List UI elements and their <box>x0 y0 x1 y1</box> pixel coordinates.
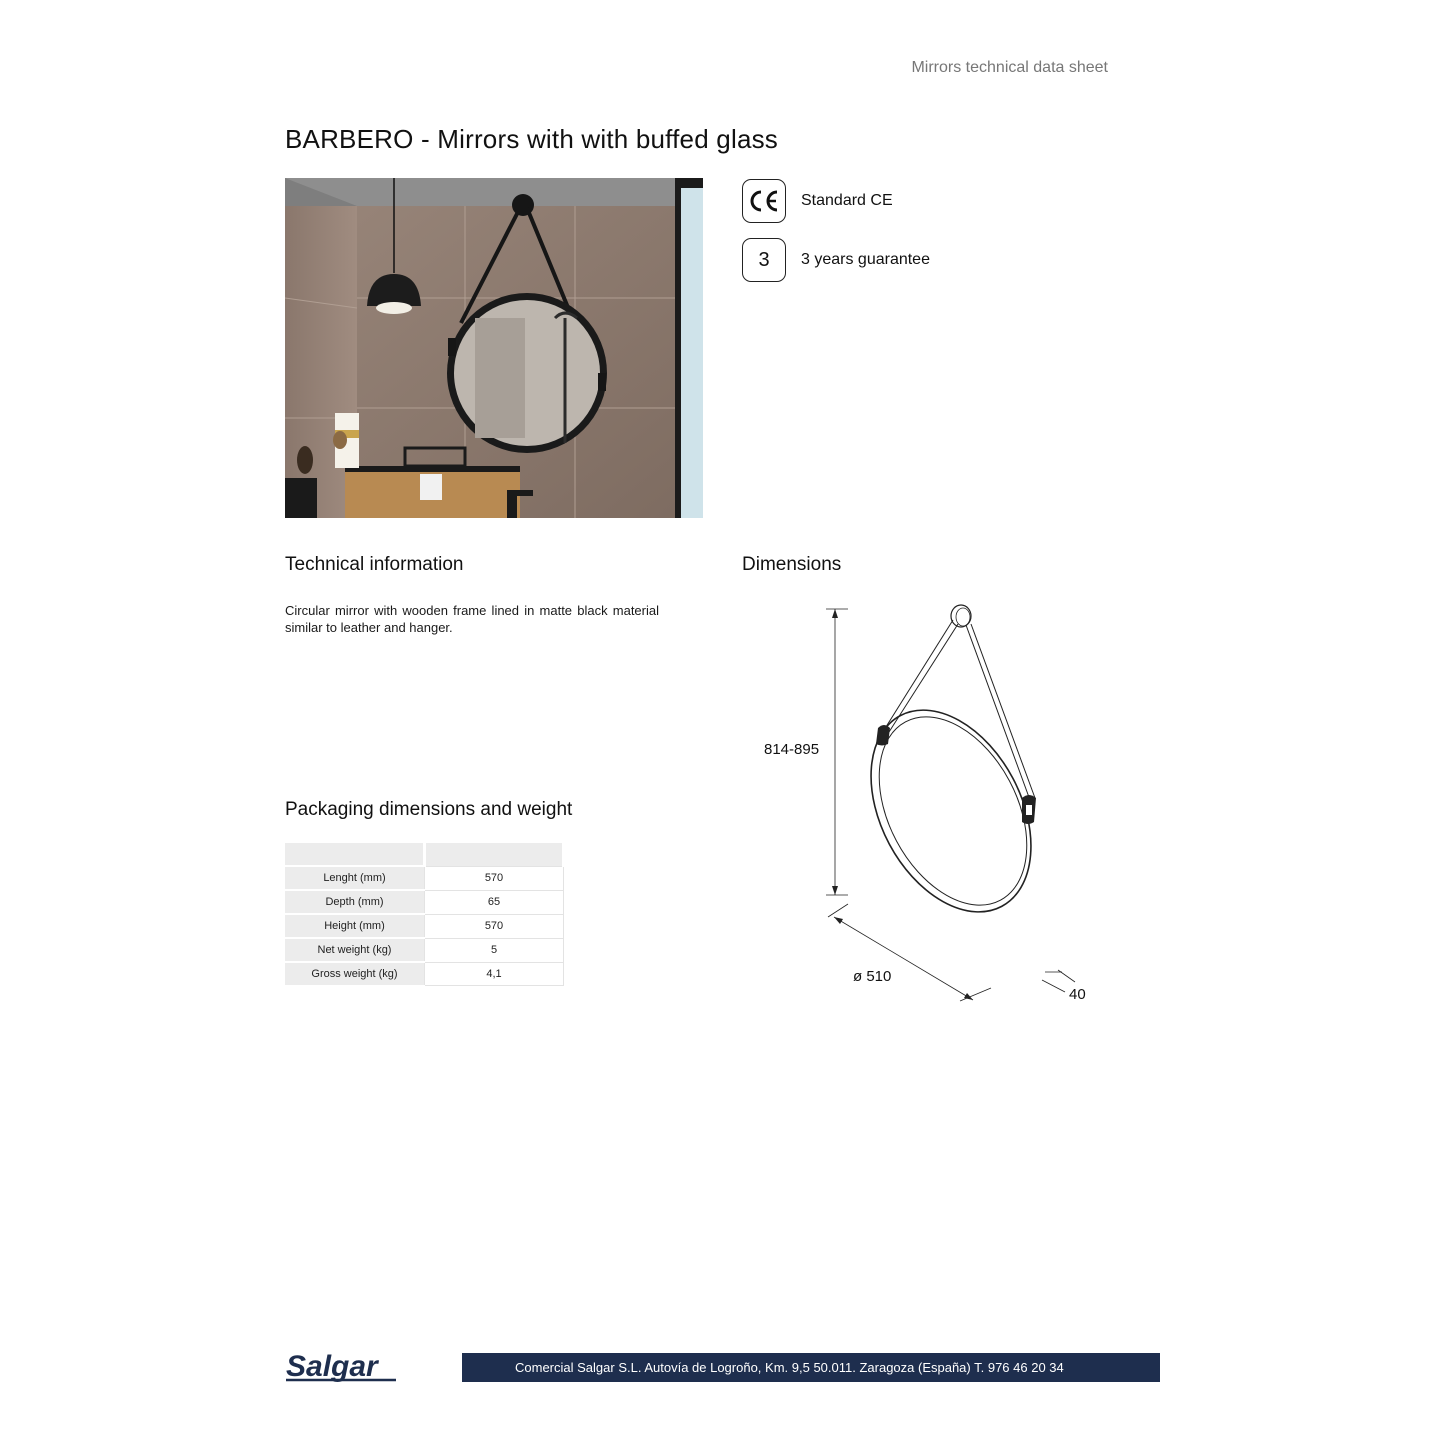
table-row <box>285 866 564 890</box>
row-value: 65 <box>425 890 564 914</box>
row-label: Depth (mm) <box>285 890 425 914</box>
row-value: 4,1 <box>425 962 564 986</box>
guarantee-label: 3 years guarantee <box>801 251 930 268</box>
salgar-logo <box>284 1348 398 1389</box>
row-label: Lenght (mm) <box>285 866 425 890</box>
ce-label: Standard CE <box>801 192 893 209</box>
product-photo <box>285 178 703 518</box>
ce-mark-icon <box>742 179 786 223</box>
guarantee-icon <box>742 238 786 282</box>
packaging-table <box>285 843 565 986</box>
row-value: 570 <box>425 866 564 890</box>
dimensions-heading: Dimensions <box>742 554 842 575</box>
dimension-drawing <box>760 600 1110 1015</box>
dimension-depth-label: 40 <box>1069 986 1086 1003</box>
product-title: BARBERO - Mirrors with with buffed glass <box>285 124 778 154</box>
footer-address-bar: Comercial Salgar S.L. Autovía de Logroño, Km. 9,5 50.011. Zaragoza (España) T. 976 46 20 34 <box>462 1353 1160 1382</box>
table-row <box>285 938 564 962</box>
table-row <box>285 962 564 986</box>
row-label: Gross weight (kg) <box>285 962 425 986</box>
table-header-row <box>285 843 564 866</box>
table-header-cell <box>285 843 425 866</box>
row-label: Net weight (kg) <box>285 938 425 962</box>
row-value: 570 <box>425 914 564 938</box>
row-label: Height (mm) <box>285 914 425 938</box>
logo-text: Salgar <box>286 1350 378 1383</box>
guarantee-years-number: 3 <box>758 248 770 271</box>
table-header-cell <box>425 843 564 866</box>
sheet-type-label: Mirrors technical data sheet <box>911 59 1108 76</box>
row-value: 5 <box>425 938 564 962</box>
dimension-diameter-label: ø 510 <box>853 968 892 985</box>
dimension-height-label: 814-895 <box>764 741 820 758</box>
technical-description: Circular mirror with wooden frame lined in matte black material similar to leather and hanger. <box>285 603 659 635</box>
table-row <box>285 890 564 914</box>
table-row <box>285 914 564 938</box>
packaging-heading: Packaging dimensions and weight <box>285 799 573 820</box>
technical-heading: Technical information <box>285 554 464 575</box>
